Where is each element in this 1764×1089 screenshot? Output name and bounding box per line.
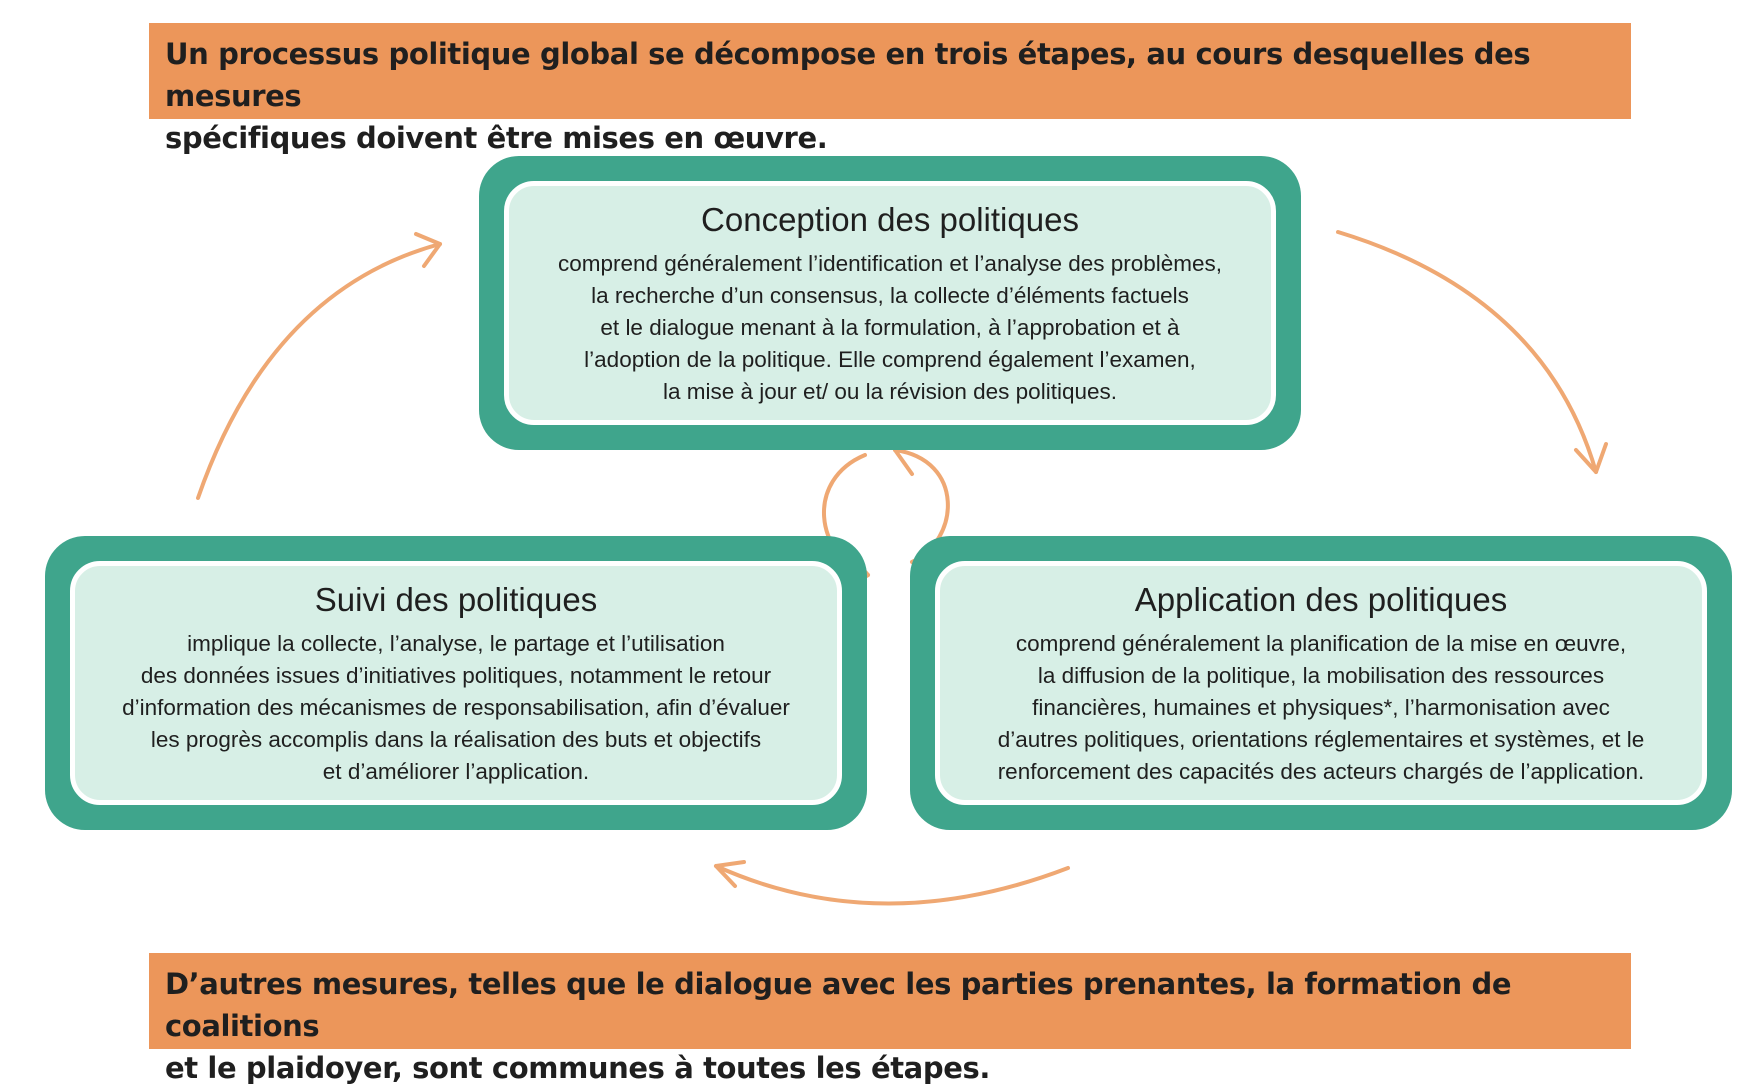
- arrow-application-to-suivi: [716, 866, 1068, 904]
- conception-card-body: [504, 181, 1276, 425]
- application-title: Application des politiques: [1134, 581, 1508, 618]
- conception-line: et le dialogue menant à la formulation, à l’approbation et à: [600, 315, 1180, 340]
- suivi-line: les progrès accomplis dans la réalisation des buts et objectifs: [150, 727, 762, 752]
- application-line: d’autres politiques, orientations réglementaires et systèmes, et le: [997, 727, 1645, 752]
- conception-line: l’adoption de la politique. Elle comprend également l’examen,: [584, 347, 1196, 372]
- conception-title: Conception des politiques: [701, 201, 1079, 238]
- conception-line: la mise à jour et/ ou la révision des politiques.: [663, 379, 1117, 404]
- conception-line: comprend généralement l’identification et l’analyse des problèmes,: [557, 251, 1223, 276]
- suivi-card-body: [70, 561, 842, 805]
- application-card: [910, 536, 1732, 830]
- conception-line: la recherche d’un consensus, la collecte d’éléments factuels: [591, 283, 1189, 308]
- application-line: comprend généralement la planification de la mise en œuvre,: [1015, 631, 1627, 656]
- suivi-line: des données issues d’initiatives politiques, notamment le retour: [140, 663, 772, 688]
- application-line: la diffusion de la politique, la mobilisation des ressources: [1037, 663, 1605, 688]
- suivi-line: et d’améliorer l’application.: [322, 759, 590, 784]
- arrow-conception-to-application: [1338, 232, 1596, 472]
- intro-line: Un processus politique global se décompose en trois étapes, au cours desquelles des mesures: [165, 37, 1531, 113]
- suivi-card: [45, 536, 867, 830]
- footer-line: et le plaidoyer, sont communes à toutes les étapes.: [165, 1051, 990, 1085]
- conception-card: [479, 156, 1301, 450]
- suivi-line: d’information des mécanismes de responsabilisation, afin d’évaluer: [122, 695, 790, 720]
- footer-banner: [149, 953, 1631, 1085]
- application-line: financières, humaines et physiques*, l’harmonisation avec: [1032, 695, 1610, 720]
- application-card-body: [935, 561, 1707, 805]
- suivi-line: implique la collecte, l’analyse, le partage et l’utilisation: [187, 631, 725, 656]
- intro-line: spécifiques doivent être mises en œuvre.: [165, 121, 828, 155]
- suivi-title: Suivi des politiques: [314, 581, 598, 618]
- application-line: renforcement des capacités des acteurs chargés de l’application.: [997, 759, 1645, 784]
- arrow-suivi-to-conception: [198, 244, 440, 498]
- footer-line: D’autres mesures, telles que le dialogue avec les parties prenantes, la formation de coalitions: [165, 967, 1512, 1043]
